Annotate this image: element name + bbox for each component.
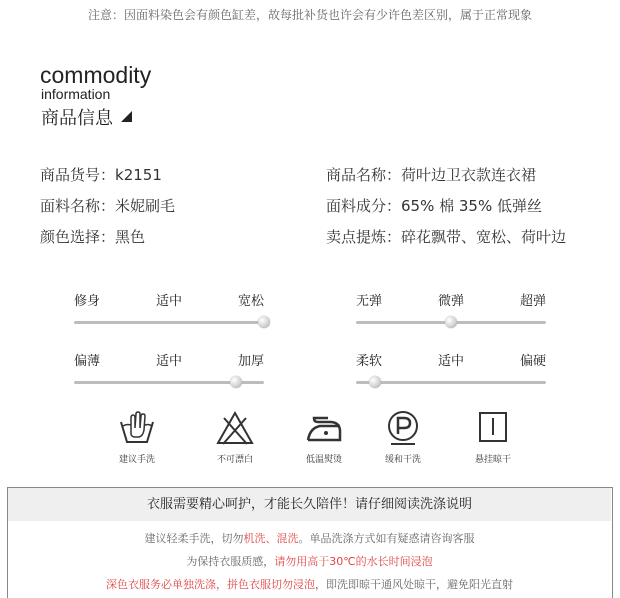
- no-bleach-icon: [215, 410, 255, 446]
- heading-english: commodity: [40, 62, 152, 88]
- info-fabric-content: [326, 195, 542, 216]
- stretch-scale: [356, 290, 546, 324]
- heading-chinese: 商品信息: [41, 108, 113, 129]
- care-label: 低温熨烫: [305, 455, 342, 465]
- scale-knob: [445, 316, 457, 328]
- info-label: 卖点提炼：: [326, 228, 402, 246]
- care-dry-clean: [358, 410, 448, 465]
- scale-label: 加厚: [237, 354, 264, 369]
- info-fabric-name: [40, 195, 175, 216]
- scale-label: 无弹: [356, 294, 383, 309]
- care-line-1: [8, 530, 611, 546]
- info-color: [40, 226, 145, 247]
- care-line-text: 。单品洗涤方式如有疑惑请咨询客服: [298, 532, 475, 545]
- info-value: k2151: [115, 166, 162, 184]
- scale-track: [74, 321, 264, 324]
- care-box-title: 衣服需要精心呵护，才能长久陪伴！请仔细阅读洗涤说明: [8, 488, 611, 521]
- care-line-text: 建议轻柔手洗，切勿: [144, 532, 244, 545]
- info-label: 面料成分：: [326, 197, 402, 215]
- scale-label: 适中: [155, 354, 182, 369]
- scale-label: 修身: [74, 294, 101, 309]
- care-line-warning: 请勿用高于30℃的水长时间浸泡: [274, 555, 433, 568]
- care-low-iron: [279, 410, 369, 465]
- care-line-text: 为保持衣服质感，: [186, 555, 275, 568]
- info-item-no: [40, 164, 162, 185]
- care-line-warning: 机洗、混洗: [243, 532, 299, 545]
- scale-label: 偏硬: [519, 354, 546, 369]
- care-label: 悬挂晾干: [474, 455, 511, 465]
- care-line-warning: 深色衣服务必单独洗涤，拼色衣服切勿浸泡: [106, 578, 315, 591]
- scale-label: 微弹: [437, 294, 464, 309]
- info-value: 荷叶边卫衣款连衣裙: [401, 166, 537, 184]
- heading-english-sub: information: [41, 86, 111, 102]
- info-value: 米妮刷毛: [115, 197, 176, 215]
- care-line-2: [8, 553, 611, 569]
- scale-knob: [369, 376, 381, 388]
- hand-wash-icon: [117, 410, 157, 446]
- hang-dry-icon: [473, 410, 513, 446]
- care-hand-wash: [92, 410, 182, 465]
- info-selling-points: [326, 226, 566, 247]
- care-label: 建议手洗: [118, 455, 155, 465]
- care-line-text: ，即洗即晾干通风处晾干，避免阳光直射: [315, 578, 513, 591]
- softness-scale: [356, 350, 546, 384]
- notice-text: 注意：因面料染色会有颜色缸差，故每批补货也许会有少许色差区别，属于正常现象: [87, 8, 532, 22]
- scale-track: [74, 381, 264, 384]
- low-iron-icon: [304, 410, 344, 446]
- info-label: 颜色选择：: [40, 228, 116, 246]
- scale-label: 适中: [437, 354, 464, 369]
- scale-label: 超弹: [519, 294, 546, 309]
- info-label: 面料名称：: [40, 197, 116, 215]
- dry-clean-icon: [383, 410, 423, 446]
- scale-knob: [230, 376, 242, 388]
- scale-label: 柔软: [356, 354, 383, 369]
- care-hang-dry: [448, 410, 538, 465]
- care-no-bleach: [190, 410, 280, 465]
- info-label: 商品货号：: [40, 166, 116, 184]
- scale-track: [356, 321, 546, 324]
- scale-knob: [258, 316, 270, 328]
- scale-label: 适中: [155, 294, 182, 309]
- scale-label: 宽松: [237, 294, 264, 309]
- care-line-3: [8, 576, 611, 592]
- scale-label: 偏薄: [74, 354, 101, 369]
- care-label: 缓和干洗: [384, 455, 421, 465]
- info-value: 65% 棉 35% 低弹丝: [401, 197, 542, 215]
- fit-scale: [74, 290, 264, 324]
- info-value: 碎花飘带、宽松、荷叶边: [401, 228, 567, 246]
- thickness-scale: [74, 350, 264, 384]
- info-value: 黑色: [115, 228, 146, 246]
- info-label: 商品名称：: [326, 166, 402, 184]
- scale-track: [356, 381, 546, 384]
- care-label: 不可漂白: [216, 455, 253, 465]
- corner-triangle-icon: [121, 111, 132, 122]
- info-name: [326, 164, 536, 185]
